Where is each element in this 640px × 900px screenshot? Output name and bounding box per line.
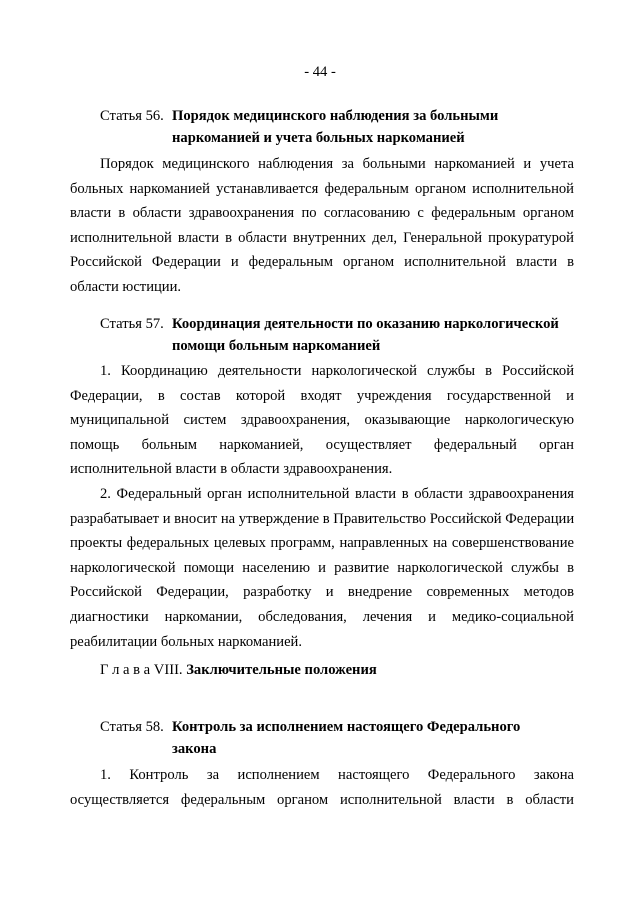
page-number: - 44 - bbox=[304, 64, 336, 80]
text-line: проекты федеральных целевых программ, направленных на совершенствование bbox=[70, 535, 574, 552]
article-58-title-line-2: закона bbox=[172, 741, 217, 757]
article-57-title-line-2: помощи больным наркоманией bbox=[172, 338, 381, 354]
chapter-heading bbox=[100, 659, 377, 681]
text-line: осуществляется федеральным органом исполнительной власти в области bbox=[70, 791, 574, 808]
article-57-heading bbox=[100, 313, 559, 357]
article-56-title-line-1: Порядок медицинского наблюдения за больными bbox=[172, 108, 499, 124]
text-line: Российской Федерации и федеральным органом исполнительной власти в bbox=[70, 254, 574, 271]
article-57-paragraph-1 bbox=[70, 359, 574, 482]
text-line: власти в области здравоохранения по согласованию с федеральным органом bbox=[70, 205, 574, 222]
text-line: исполнительной власти в области здравоохранения. bbox=[70, 461, 393, 478]
article-57-label: Статья 57. bbox=[100, 316, 164, 332]
text-line: разрабатывает и вносит на утверждение в Правительство Российской Федерации bbox=[70, 510, 575, 527]
text-line: исполнительной власти в области внутренних дел, Генеральной прокуратурой bbox=[70, 229, 574, 246]
article-57-paragraph-2 bbox=[70, 482, 574, 654]
text-line: Порядок медицинского наблюдения за больными наркоманией и учета bbox=[100, 156, 574, 172]
text-line: Федерации, в состав которой входят учреждения государственной и bbox=[70, 387, 574, 404]
article-58-heading bbox=[100, 716, 520, 760]
article-57-title-line-1: Координация деятельности по оказанию наркологической bbox=[172, 316, 559, 332]
text-line: 1. Координацию деятельности наркологической службы в Российской bbox=[100, 363, 574, 379]
text-line: диагностики наркомании, обследования, лечения и медико-социальной bbox=[70, 608, 574, 625]
article-56-text bbox=[70, 152, 574, 300]
text-line: 1. Контроль за исполнением настоящего Федерального закона bbox=[100, 767, 574, 783]
text-line: наркологической помощи населению и развитие наркологической службы в bbox=[70, 559, 574, 576]
chapter-label: Г л а в а VIII. bbox=[100, 662, 183, 678]
text-line: муниципальной систем здравоохранения, оказывающие наркологическую bbox=[70, 412, 574, 429]
article-56-title-line-2: наркоманией и учета больных наркоманией bbox=[172, 130, 465, 146]
text-line: реабилитации больных наркоманией. bbox=[70, 633, 303, 650]
article-58-title-line-1: Контроль за исполнением настоящего Федерального bbox=[172, 719, 521, 735]
text-line: Российской Федерации, разработку и внедрение современных методов bbox=[70, 584, 574, 601]
article-56-heading bbox=[100, 105, 498, 149]
text-line: области юстиции. bbox=[70, 278, 182, 295]
article-56-label: Статья 56. bbox=[100, 108, 164, 124]
article-58-text bbox=[70, 763, 574, 812]
text-line: помощь больным наркоманией, осуществляет федеральный орган bbox=[70, 436, 574, 453]
article-58-label: Статья 58. bbox=[100, 719, 164, 735]
chapter-title: Заключительные положения bbox=[186, 662, 377, 678]
text-line: больных наркоманией устанавливается федеральным органом исполнительной bbox=[70, 180, 574, 197]
text-line: 2. Федеральный орган исполнительной власти в области здравоохранения bbox=[100, 486, 574, 502]
